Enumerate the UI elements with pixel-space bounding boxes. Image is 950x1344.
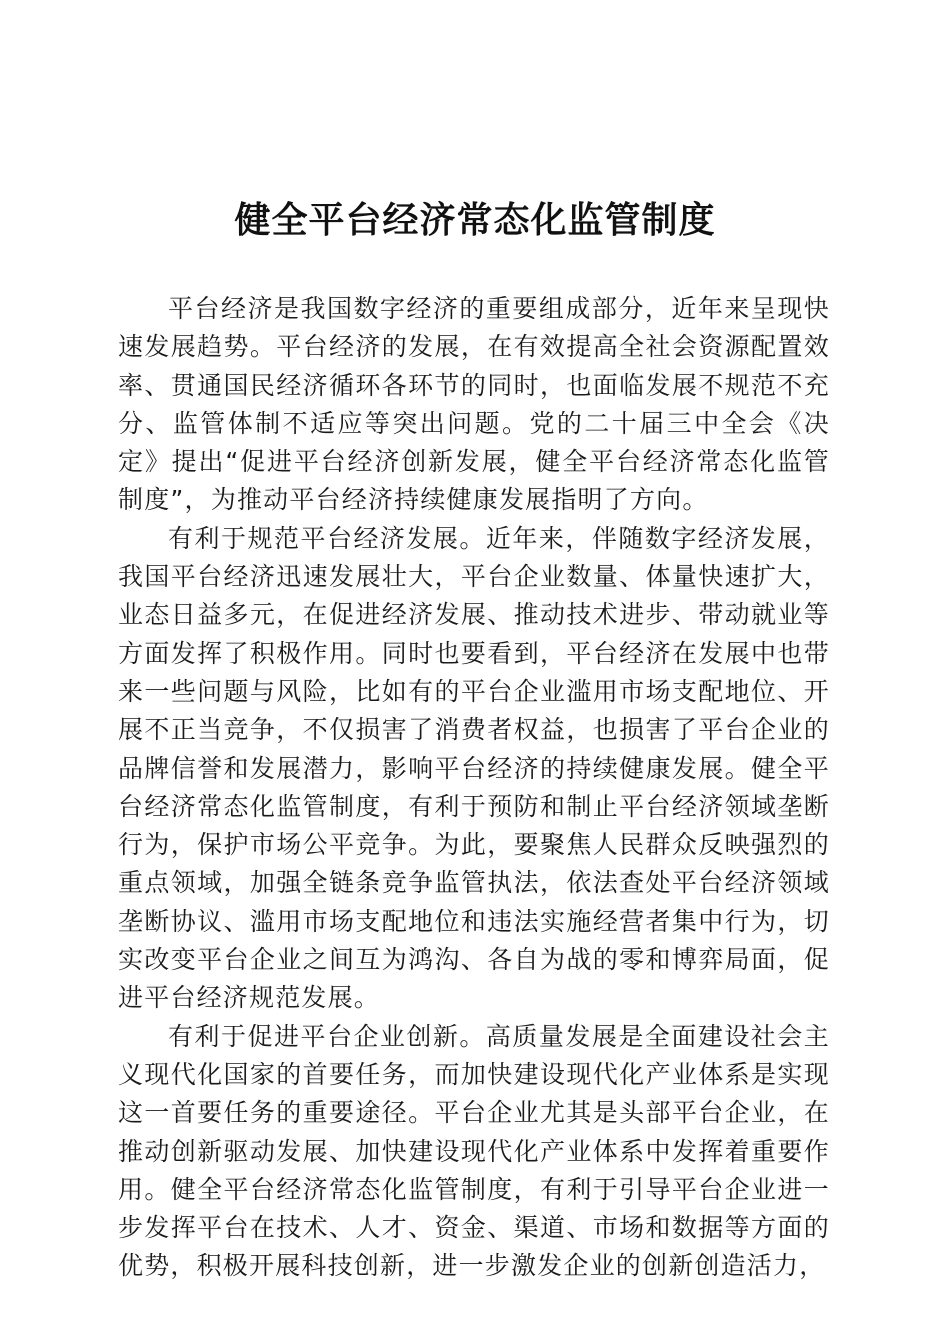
paragraph-promote-innovation: 有利于促进平台企业创新。高质量发展是全面建设社会主义现代化国家的首要任务，而加快建设现代化产业体系是实现这一首要任务的重要途径。平台企业尤其是头部平台企业，在推动创新驱动发展、加快建设现代化产业体系中发挥着重要作用。健全平台经济常态化监管制度，有利于引导平台企业进一步发挥平台在技术、人才、资金、渠道、市场和数据等方面的优势，积极开展科技创新，进一步激发企业的创新创造活力， — [118, 1021, 830, 1281]
document-title: 健全平台经济常态化监管制度 — [234, 199, 716, 241]
paragraph-intro: 平台经济是我国数字经济的重要组成部分，近年来呈现快速发展趋势。平台经济的发展，在有效提高全社会资源配置效率、贯通国民经济循环各环节的同时，也面临发展不规范不充分、监管体制不适应等突出问题。党的二十届三中全会《决定》提出“促进平台经济创新发展，健全平台经济常态化监管制度”，为推动平台经济持续健康发展指明了方向。 — [118, 294, 830, 515]
document-body — [118, 290, 830, 1286]
paragraph-regulate-development: 有利于规范平台经济发展。近年来，伴随数字经济发展，我国平台经济迅速发展壮大，平台企业数量、体量快速扩大，业态日益多元，在促进经济发展、推动技术进步、带动就业等方面发挥了积极作用。同时也要看到，平台经济在发展中也带来一些问题与风险，比如有的平台企业滥用市场支配地位、开展不正当竞争，不仅损害了消费者权益，也损害了平台企业的品牌信誉和发展潜力，影响平台经济的持续健康发展。健全平台经济常态化监管制度，有利于预防和制止平台经济领域垄断行为，保护市场公平竞争。为此，要聚焦人民群众反映强烈的重点领域，加强全链条竞争监管执法，依法查处平台经济领域垄断协议、滥用市场支配地位和违法实施经营者集中行为，切实改变平台企业之间互为鸿沟、各自为战的零和博弈局面，促进平台经济规范发展。 — [118, 523, 830, 1013]
